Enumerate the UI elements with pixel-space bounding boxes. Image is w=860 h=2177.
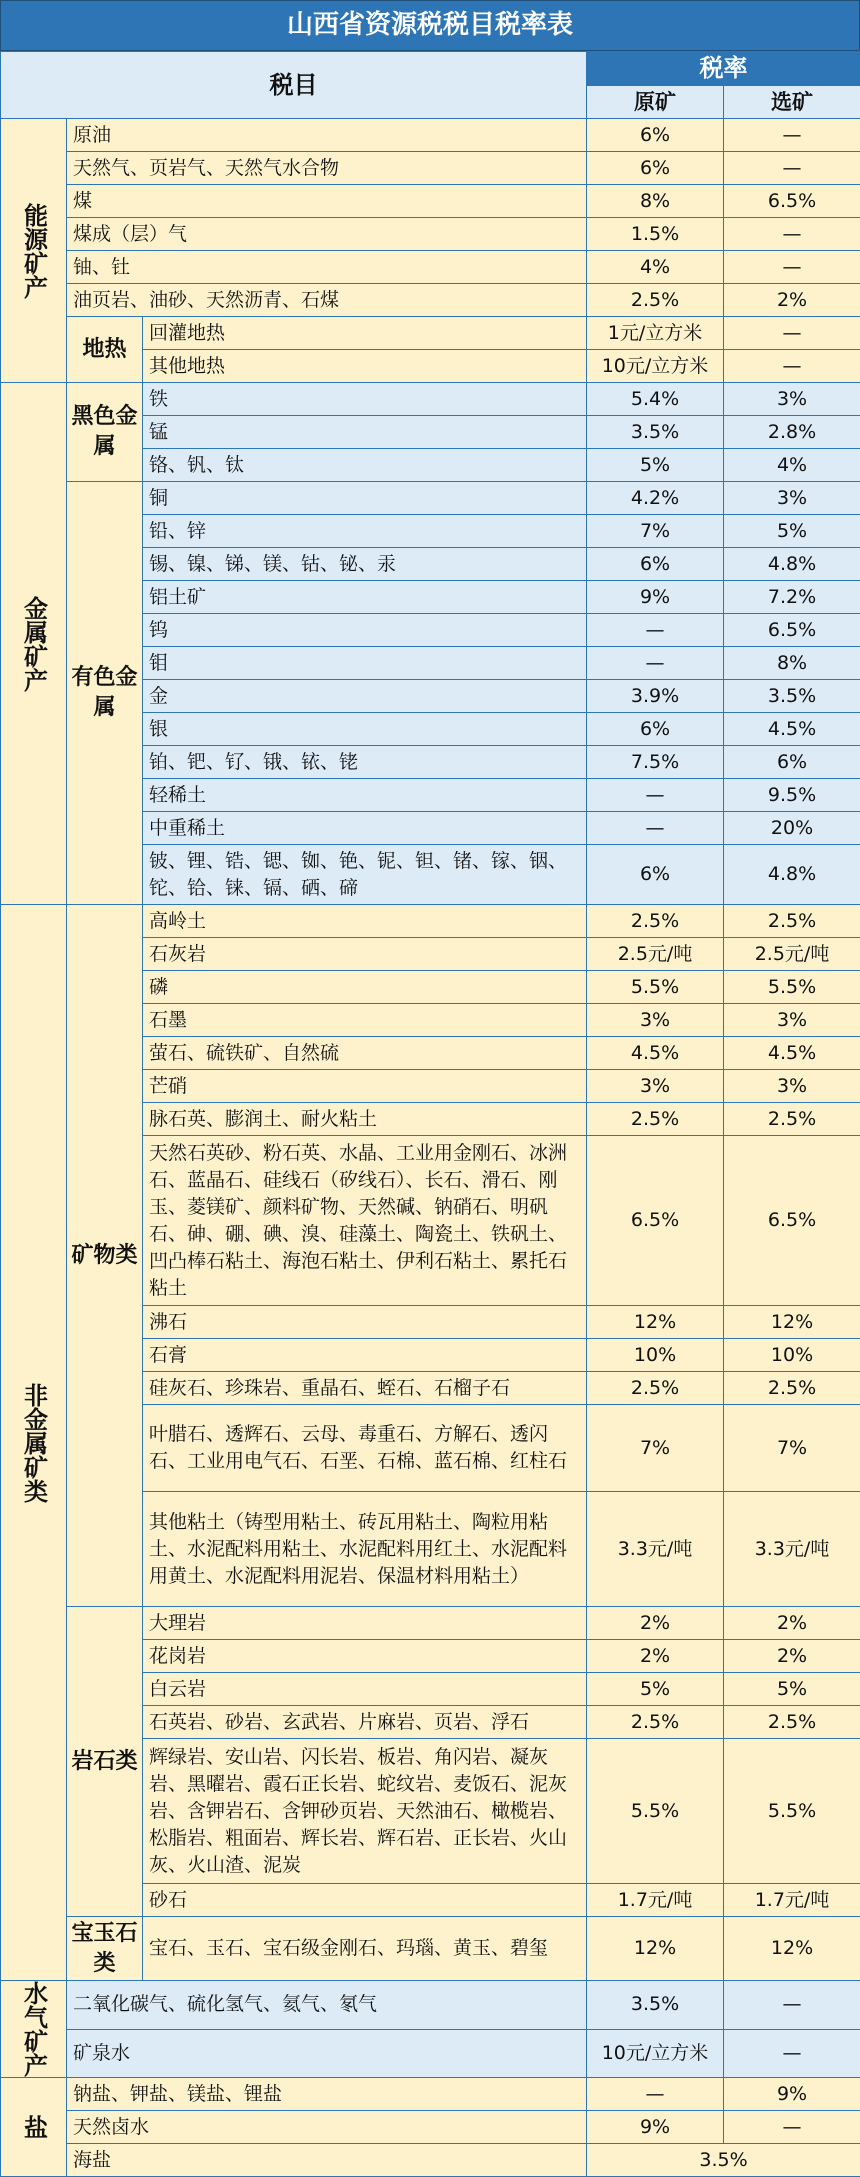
table-row [1, 1607, 860, 1640]
dressed-ore-rate-cell: 8% [724, 647, 860, 680]
raw-ore-rate-cell: 4% [587, 251, 724, 284]
tax-item-cell: 煤 [67, 185, 587, 218]
tax-item-cell: 硅灰石、珍珠岩、重晶石、蛭石、石榴子石 [143, 1372, 587, 1405]
raw-ore-rate-cell: — [587, 647, 724, 680]
dressed-ore-rate-cell: 12% [724, 1306, 860, 1339]
raw-ore-rate-cell: 4.2% [587, 482, 724, 515]
table-row [1, 152, 860, 185]
raw-ore-rate-cell: 3.3元/吨 [587, 1492, 724, 1607]
tax-item-cell: 铬、钒、钛 [143, 449, 587, 482]
raw-ore-rate-cell: 12% [587, 1917, 724, 1981]
rate-merged-cell: 3.5% [587, 2144, 860, 2177]
raw-ore-rate-cell: — [587, 614, 724, 647]
dressed-ore-rate-cell: — [724, 218, 860, 251]
header-raw: 原矿 [587, 86, 724, 119]
dressed-ore-rate-cell: 7.2% [724, 581, 860, 614]
dressed-ore-rate-cell: 2% [724, 1640, 860, 1673]
raw-ore-rate-cell: 2% [587, 1640, 724, 1673]
raw-ore-rate-cell: 10元/立方米 [587, 2029, 724, 2078]
subcategory-cell: 宝玉石类 [67, 1917, 143, 1981]
tax-item-cell: 辉绿岩、安山岩、闪长岩、板岩、角闪岩、凝灰岩、黑曜岩、霞石正长岩、蛇纹岩、麦饭石、泥灰岩、含钾岩石、含钾砂页岩、天然油石、橄榄岩、松脂岩、粗面岩、辉长岩、辉石岩、正长岩、火山灰、火山渣、泥炭 [143, 1739, 587, 1884]
tax-item-cell: 脉石英、膨润土、耐火粘土 [143, 1103, 587, 1136]
dressed-ore-rate-cell: 7% [724, 1405, 860, 1492]
table-row [1, 2144, 860, 2177]
dressed-ore-rate-cell: — [724, 119, 860, 152]
dressed-ore-rate-cell: — [724, 251, 860, 284]
tax-item-cell: 铝土矿 [143, 581, 587, 614]
raw-ore-rate-cell: 2.5% [587, 1103, 724, 1136]
tax-item-cell: 铜 [143, 482, 587, 515]
raw-ore-rate-cell: 7% [587, 1405, 724, 1492]
raw-ore-rate-cell: 2.5元/吨 [587, 938, 724, 971]
raw-ore-rate-cell: 6% [587, 845, 724, 905]
dressed-ore-rate-cell: 2.5% [724, 1706, 860, 1739]
dressed-ore-rate-cell: 2.5% [724, 905, 860, 938]
raw-ore-rate-cell: 6% [587, 548, 724, 581]
header-dressed: 选矿 [724, 86, 860, 119]
tax-item-cell: 铀、钍 [67, 251, 587, 284]
raw-ore-rate-cell: 7.5% [587, 746, 724, 779]
tax-item-cell: 石膏 [143, 1339, 587, 1372]
dressed-ore-rate-cell: 2.5% [724, 1372, 860, 1405]
dressed-ore-rate-cell: 3% [724, 383, 860, 416]
dressed-ore-rate-cell: 2.5% [724, 1103, 860, 1136]
tax-item-cell: 大理岩 [143, 1607, 587, 1640]
dressed-ore-rate-cell: 2.5元/吨 [724, 938, 860, 971]
dressed-ore-rate-cell: 20% [724, 812, 860, 845]
dressed-ore-rate-cell: 5% [724, 515, 860, 548]
dressed-ore-rate-cell: 4.8% [724, 548, 860, 581]
tax-item-cell: 锰 [143, 416, 587, 449]
dressed-ore-rate-cell: 3% [724, 1070, 860, 1103]
subcategory-cell: 有色金属 [67, 482, 143, 905]
tax-item-cell: 叶腊石、透辉石、云母、毒重石、方解石、透闪石、工业用电气石、石垩、石棉、蓝石棉、红柱石 [143, 1405, 587, 1492]
dressed-ore-rate-cell: 9.5% [724, 779, 860, 812]
tax-item-cell: 天然卤水 [67, 2111, 587, 2144]
tax-item-cell: 煤成（层）气 [67, 218, 587, 251]
tax-item-cell: 轻稀土 [143, 779, 587, 812]
tax-item-cell: 海盐 [67, 2144, 587, 2177]
tax-item-cell: 回灌地热 [143, 317, 587, 350]
subcategory-cell: 地热 [67, 317, 143, 383]
tax-item-cell: 其他粘土（铸型用粘土、砖瓦用粘土、陶粒用粘土、水泥配料用粘土、水泥配料用红土、水泥配料用黄土、水泥配料用泥岩、保温材料用粘土） [143, 1492, 587, 1607]
tax-item-cell: 萤石、硫铁矿、自然硫 [143, 1037, 587, 1070]
tax-item-cell: 白云岩 [143, 1673, 587, 1706]
dressed-ore-rate-cell: 3.5% [724, 680, 860, 713]
dressed-ore-rate-cell: 2.8% [724, 416, 860, 449]
table-row [1, 383, 860, 416]
tax-item-cell: 砂石 [143, 1884, 587, 1917]
tax-item-cell: 中重稀土 [143, 812, 587, 845]
raw-ore-rate-cell: — [587, 2078, 724, 2111]
table-row [1, 251, 860, 284]
tax-item-cell: 花岗岩 [143, 1640, 587, 1673]
raw-ore-rate-cell: 3.9% [587, 680, 724, 713]
raw-ore-rate-cell: 2% [587, 1607, 724, 1640]
tax-item-cell: 钼 [143, 647, 587, 680]
tax-item-cell: 天然石英砂、粉石英、水晶、工业用金刚石、冰洲石、蓝晶石、硅线石（矽线石）、长石、滑石、刚玉、菱镁矿、颜料矿物、天然碱、钠硝石、明矾石、砷、硼、碘、溴、硅藻土、陶瓷土、铁矾土、凹凸棒石粘土、海泡石粘土、伊利石粘土、累托石粘土 [143, 1136, 587, 1306]
dressed-ore-rate-cell: 12% [724, 1917, 860, 1981]
raw-ore-rate-cell: 5.5% [587, 1739, 724, 1884]
category-cell: 非金属矿类 [1, 905, 67, 1981]
category-cell: 能源矿产 [1, 119, 67, 383]
tax-item-cell: 金 [143, 680, 587, 713]
dressed-ore-rate-cell: 6.5% [724, 614, 860, 647]
raw-ore-rate-cell: 7% [587, 515, 724, 548]
tax-rate-table [0, 51, 860, 2177]
subcategory-cell: 岩石类 [67, 1607, 143, 1917]
subcategory-cell: 黑色金属 [67, 383, 143, 482]
tax-item-cell: 原油 [67, 119, 587, 152]
tax-item-cell: 石灰岩 [143, 938, 587, 971]
raw-ore-rate-cell: 12% [587, 1306, 724, 1339]
table-row [1, 905, 860, 938]
dressed-ore-rate-cell: 2% [724, 284, 860, 317]
table-row [1, 2029, 860, 2078]
dressed-ore-rate-cell: — [724, 1981, 860, 2030]
raw-ore-rate-cell: 10% [587, 1339, 724, 1372]
tax-item-cell: 锡、镍、锑、镁、钴、铋、汞 [143, 548, 587, 581]
header-item: 税目 [1, 52, 587, 119]
dressed-ore-rate-cell: 6.5% [724, 1136, 860, 1306]
table-row [1, 218, 860, 251]
table-row [1, 284, 860, 317]
dressed-ore-rate-cell: 5.5% [724, 971, 860, 1004]
tax-item-cell: 油页岩、油砂、天然沥青、石煤 [67, 284, 587, 317]
tax-item-cell: 高岭土 [143, 905, 587, 938]
tax-item-cell: 沸石 [143, 1306, 587, 1339]
raw-ore-rate-cell: 9% [587, 2111, 724, 2144]
raw-ore-rate-cell: 9% [587, 581, 724, 614]
raw-ore-rate-cell: 10元/立方米 [587, 350, 724, 383]
category-cell: 金属矿产 [1, 383, 67, 905]
raw-ore-rate-cell: — [587, 779, 724, 812]
dressed-ore-rate-cell: 3.3元/吨 [724, 1492, 860, 1607]
tax-item-cell: 二氧化碳气、硫化氢气、氦气、氡气 [67, 1981, 587, 2030]
dressed-ore-rate-cell: 6.5% [724, 185, 860, 218]
raw-ore-rate-cell: 5.5% [587, 971, 724, 1004]
tax-item-cell: 铂、钯、钌、锇、铱、铑 [143, 746, 587, 779]
dressed-ore-rate-cell: 3% [724, 482, 860, 515]
tax-item-cell: 银 [143, 713, 587, 746]
raw-ore-rate-cell: 1.7元/吨 [587, 1884, 724, 1917]
raw-ore-rate-cell: 2.5% [587, 1706, 724, 1739]
tax-item-cell: 矿泉水 [67, 2029, 587, 2078]
raw-ore-rate-cell: 3% [587, 1004, 724, 1037]
table-row [1, 1981, 860, 2030]
dressed-ore-rate-cell: — [724, 152, 860, 185]
dressed-ore-rate-cell: 4.5% [724, 1037, 860, 1070]
tax-item-cell: 铁 [143, 383, 587, 416]
tax-item-cell: 钨 [143, 614, 587, 647]
raw-ore-rate-cell: — [587, 812, 724, 845]
raw-ore-rate-cell: 8% [587, 185, 724, 218]
dressed-ore-rate-cell: 4.8% [724, 845, 860, 905]
table-row [1, 185, 860, 218]
raw-ore-rate-cell: 2.5% [587, 1372, 724, 1405]
subcategory-cell: 矿物类 [67, 905, 143, 1607]
raw-ore-rate-cell: 3.5% [587, 1981, 724, 2030]
dressed-ore-rate-cell: 5.5% [724, 1739, 860, 1884]
raw-ore-rate-cell: 6% [587, 119, 724, 152]
dressed-ore-rate-cell: 9% [724, 2078, 860, 2111]
table-row [1, 2078, 860, 2111]
tax-item-cell: 钠盐、钾盐、镁盐、锂盐 [67, 2078, 587, 2111]
header-rate: 税率 [587, 52, 860, 86]
dressed-ore-rate-cell: — [724, 2111, 860, 2144]
dressed-ore-rate-cell: 4% [724, 449, 860, 482]
dressed-ore-rate-cell: 3% [724, 1004, 860, 1037]
table-row [1, 119, 860, 152]
category-cell: 水气矿产 [1, 1981, 67, 2078]
raw-ore-rate-cell: 2.5% [587, 905, 724, 938]
raw-ore-rate-cell: 4.5% [587, 1037, 724, 1070]
raw-ore-rate-cell: 5% [587, 1673, 724, 1706]
raw-ore-rate-cell: 6% [587, 152, 724, 185]
dressed-ore-rate-cell: 1.7元/吨 [724, 1884, 860, 1917]
dressed-ore-rate-cell: — [724, 317, 860, 350]
table-title: 山西省资源税税目税率表 [0, 0, 860, 51]
tax-item-cell: 石墨 [143, 1004, 587, 1037]
tax-item-cell: 铅、锌 [143, 515, 587, 548]
table-row [1, 2111, 860, 2144]
dressed-ore-rate-cell: — [724, 350, 860, 383]
raw-ore-rate-cell: 1.5% [587, 218, 724, 251]
dressed-ore-rate-cell: — [724, 2029, 860, 2078]
table-row [1, 317, 860, 350]
raw-ore-rate-cell: 5% [587, 449, 724, 482]
dressed-ore-rate-cell: 4.5% [724, 713, 860, 746]
raw-ore-rate-cell: 5.4% [587, 383, 724, 416]
tax-item-cell: 天然气、页岩气、天然气水合物 [67, 152, 587, 185]
tax-item-cell: 其他地热 [143, 350, 587, 383]
raw-ore-rate-cell: 1元/立方米 [587, 317, 724, 350]
raw-ore-rate-cell: 3% [587, 1070, 724, 1103]
table-row [1, 482, 860, 515]
tax-item-cell: 铍、锂、锆、锶、铷、铯、铌、钽、锗、镓、铟、铊、铪、铼、镉、硒、碲 [143, 845, 587, 905]
raw-ore-rate-cell: 2.5% [587, 284, 724, 317]
tax-item-cell: 石英岩、砂岩、玄武岩、片麻岩、页岩、浮石 [143, 1706, 587, 1739]
dressed-ore-rate-cell: 10% [724, 1339, 860, 1372]
dressed-ore-rate-cell: 2% [724, 1607, 860, 1640]
raw-ore-rate-cell: 6% [587, 713, 724, 746]
dressed-ore-rate-cell: 6% [724, 746, 860, 779]
tax-item-cell: 磷 [143, 971, 587, 1004]
raw-ore-rate-cell: 6.5% [587, 1136, 724, 1306]
raw-ore-rate-cell: 3.5% [587, 416, 724, 449]
tax-item-cell: 宝石、玉石、宝石级金刚石、玛瑙、黄玉、碧玺 [143, 1917, 587, 1981]
dressed-ore-rate-cell: 5% [724, 1673, 860, 1706]
table-row [1, 1917, 860, 1981]
tax-item-cell: 芒硝 [143, 1070, 587, 1103]
category-cell: 盐 [1, 2078, 67, 2177]
